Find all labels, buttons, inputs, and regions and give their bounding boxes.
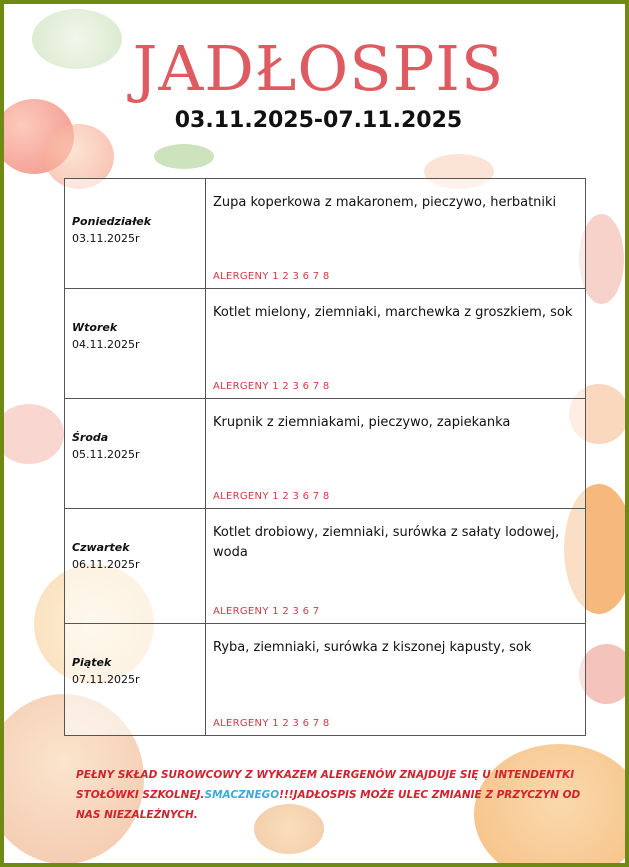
table-row xyxy=(65,399,586,509)
meal-cell xyxy=(206,289,586,399)
day-cell xyxy=(65,179,206,289)
footer-info: PEŁNY SKŁAD SUROWCOWY Z WYKAZEM ALERGENÓW ZNAJDUJE SIĘ U INTENDENTKI STOŁÓWKI SZKOLNEJ. xyxy=(76,769,575,801)
day-name: Piątek xyxy=(72,656,112,669)
day-cell xyxy=(65,624,206,736)
table-row xyxy=(65,289,586,399)
day-name: Czwartek xyxy=(72,541,130,554)
allergens-text: ALERGENY 1 2 3 6 7 xyxy=(213,606,320,617)
allergens-text: ALERGENY 1 2 3 6 7 8 xyxy=(213,381,330,392)
day-date: 03.11.2025r xyxy=(72,232,140,245)
meal-cell xyxy=(206,624,586,736)
allergens-text: ALERGENY 1 2 3 6 7 8 xyxy=(213,271,330,282)
day-cell xyxy=(65,399,206,509)
allergens-text: ALERGENY 1 2 3 6 7 8 xyxy=(213,491,330,502)
day-date: 05.11.2025r xyxy=(72,448,140,461)
day-cell xyxy=(65,289,206,399)
day-date: 04.11.2025r xyxy=(72,338,140,351)
footer-note xyxy=(76,765,581,825)
allergens-text: ALERGENY 1 2 3 6 7 8 xyxy=(213,718,330,729)
day-date: 07.11.2025r xyxy=(72,673,140,686)
meal-cell xyxy=(206,179,586,289)
meal-text: Kotlet mielony, ziemniaki, marchewka z groszkiem, sok xyxy=(213,305,573,320)
meal-text: Zupa koperkowa z makaronem, pieczywo, herbatniki xyxy=(213,195,557,210)
table-row xyxy=(65,179,586,289)
meal-text: Ryba, ziemniaki, surówka z kiszonej kapusty, sok xyxy=(213,640,532,655)
meal-cell xyxy=(206,509,586,624)
footer-warning: JADŁOSPIS MOŻE ULEC ZMIANIE Z PRZYCZYN OD NAS NIEZALEŻNYCH. xyxy=(76,789,581,821)
day-name: Środa xyxy=(72,431,109,444)
leaf-decoration xyxy=(4,404,64,464)
table-row xyxy=(65,509,586,624)
meal-text: Krupnik z ziemniakami, pieczywo, zapiekanka xyxy=(213,415,511,430)
table-row xyxy=(65,624,586,736)
page-title: JADŁOSPIS xyxy=(132,32,505,105)
meal-cell xyxy=(206,399,586,509)
exclamation-text: !!! xyxy=(279,789,294,801)
leaf-decoration xyxy=(154,144,214,169)
meal-text: Kotlet drobiowy, ziemniaki, surówka z sałaty lodowej, woda xyxy=(213,525,560,560)
day-date: 06.11.2025r xyxy=(72,558,140,571)
day-cell xyxy=(65,509,206,624)
smacznego-text: SMACZNEGO xyxy=(204,789,280,801)
date-range: 03.11.2025-07.11.2025 xyxy=(174,108,463,133)
day-name: Wtorek xyxy=(72,321,118,334)
menu-table xyxy=(64,178,586,736)
day-name: Poniedziałek xyxy=(72,215,152,228)
